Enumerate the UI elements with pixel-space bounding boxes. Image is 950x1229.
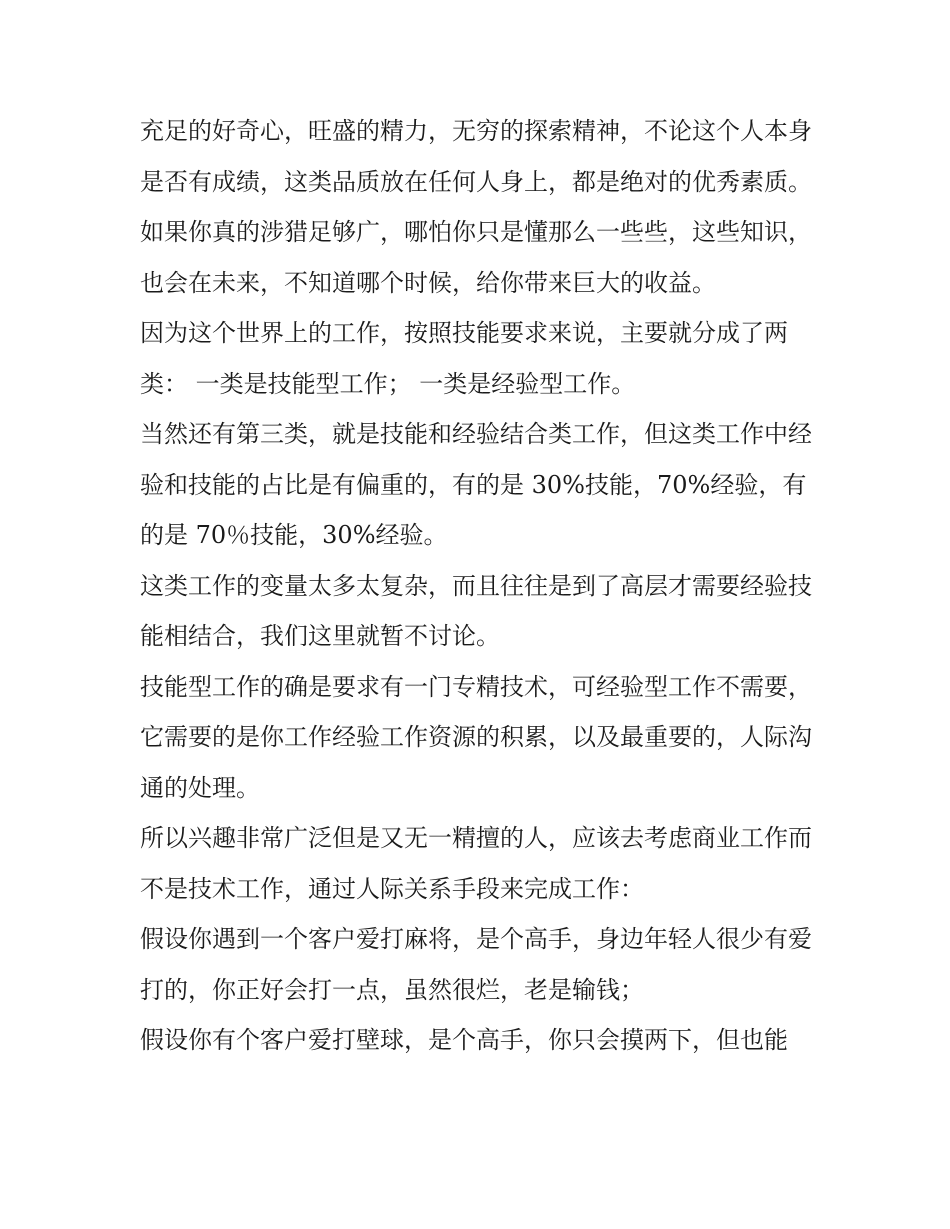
paragraph: 技能型工作的确是要求有一门专精技术，可经验型工作不需要，它需要的是你工作经验工作资源的积累，以及最重要的，人际沟通的处理。	[140, 672, 812, 802]
paragraph: 所以兴趣非常广泛但是又无一精擅的人，应该去考虑商业工作而不是技术工作，通过人际关系手段来完成工作：	[140, 824, 812, 903]
paragraph: 如果你真的涉猎足够广，哪怕你只是懂那么一些些，这些知识，也会在未来，不知道哪个时候，给你带来巨大的收益。	[140, 218, 812, 297]
paragraph: 这类工作的变量太多太复杂，而且往往是到了高层才需要经验技能相结合，我们这里就暂不讨论。	[140, 571, 812, 650]
paragraph: 因为这个世界上的工作，按照技能要求来说，主要就分成了两类： 一类是技能型工作； 一类是经验型工作。	[140, 319, 788, 398]
paragraph: 假设你有个客户爱打壁球，是个高手，你只会摸两下，但也能	[140, 1026, 788, 1054]
paragraph: 充足的好奇心，旺盛的精力，无穷的探索精神，不论这个人本身是否有成绩，这类品质放在任何人身上，都是绝对的优秀素质。	[140, 117, 812, 196]
paragraph: 假设你遇到一个客户爱打麻将，是个高手，身边年轻人很少有爱打的，你正好会打一点，虽然很烂，老是输钱；	[140, 925, 812, 1004]
paragraph: 当然还有第三类，就是技能和经验结合类工作，但这类工作中经验和技能的占比是有偏重的，有的是 30%技能，70%经验，有的是 70％技能，30%经验。	[140, 420, 812, 549]
document-body	[140, 106, 820, 1066]
